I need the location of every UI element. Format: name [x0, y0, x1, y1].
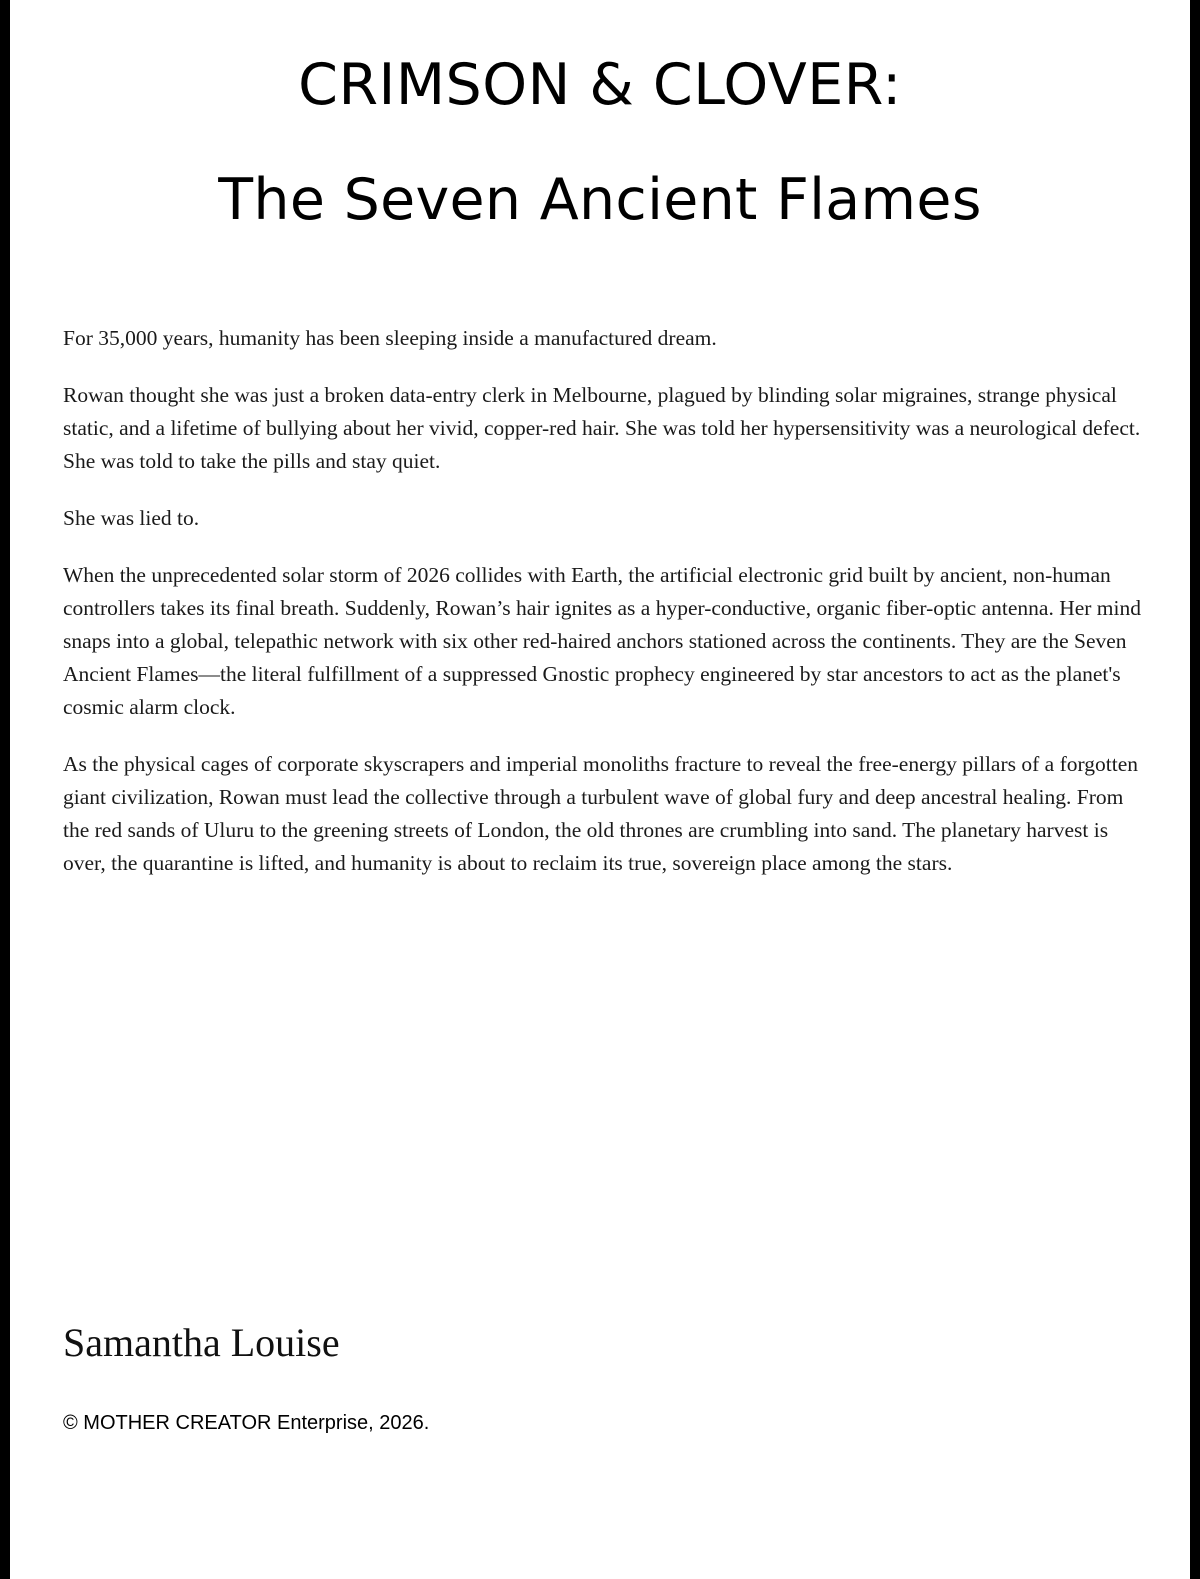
blurb-paragraph-3: She was lied to.	[63, 506, 200, 530]
title-line-2: The Seven Ancient Flames	[218, 167, 982, 233]
copyright-notice: © MOTHER CREATOR Enterprise, 2026.	[63, 1412, 430, 1434]
blurb-paragraph-4: When the unprecedented solar storm of 2026 collides with Earth, the artificial electronic grid built by ancient, non-human controllers takes its final breath. Suddenly, Rowan’s hair ignites as a hyper-conductive, organic fiber-optic antenna. Her mind snaps into a global, telepathic network with six other red-haired anchors stationed across the continents. They are the Seven Ancient Flames—the literal fulfillment of a suppressed Gnostic prophecy engineered by star ancestors to act as the planet's cosmic alarm clock.	[63, 563, 1142, 719]
author-name: Samantha Louise	[63, 1320, 340, 1365]
book-blurb	[63, 322, 1151, 904]
page	[10, 0, 1190, 1579]
blurb-paragraph-1: For 35,000 years, humanity has been sleeping inside a manufactured dream.	[63, 326, 717, 350]
blurb-paragraph-2: Rowan thought she was just a broken data-entry clerk in Melbourne, plagued by blinding solar migraines, strange physical static, and a lifetime of bullying about her vivid, copper-red hair. She was told her hypersensitivity was a neurological defect. She was told to take the pills and stay quiet.	[63, 383, 1141, 473]
blurb-paragraph-5: As the physical cages of corporate skyscrapers and imperial monoliths fracture to reveal the free-energy pillars of a forgotten giant civilization, Rowan must lead the collective through a turbulent wave of global fury and deep ancestral healing. From the red sands of Uluru to the greening streets of London, the old thrones are crumbling into sand. The planetary harvest is over, the quarantine is lifted, and humanity is about to reclaim its true, sovereign place among the stars.	[63, 752, 1138, 875]
title-line-1: CRIMSON & CLOVER:	[298, 52, 902, 118]
